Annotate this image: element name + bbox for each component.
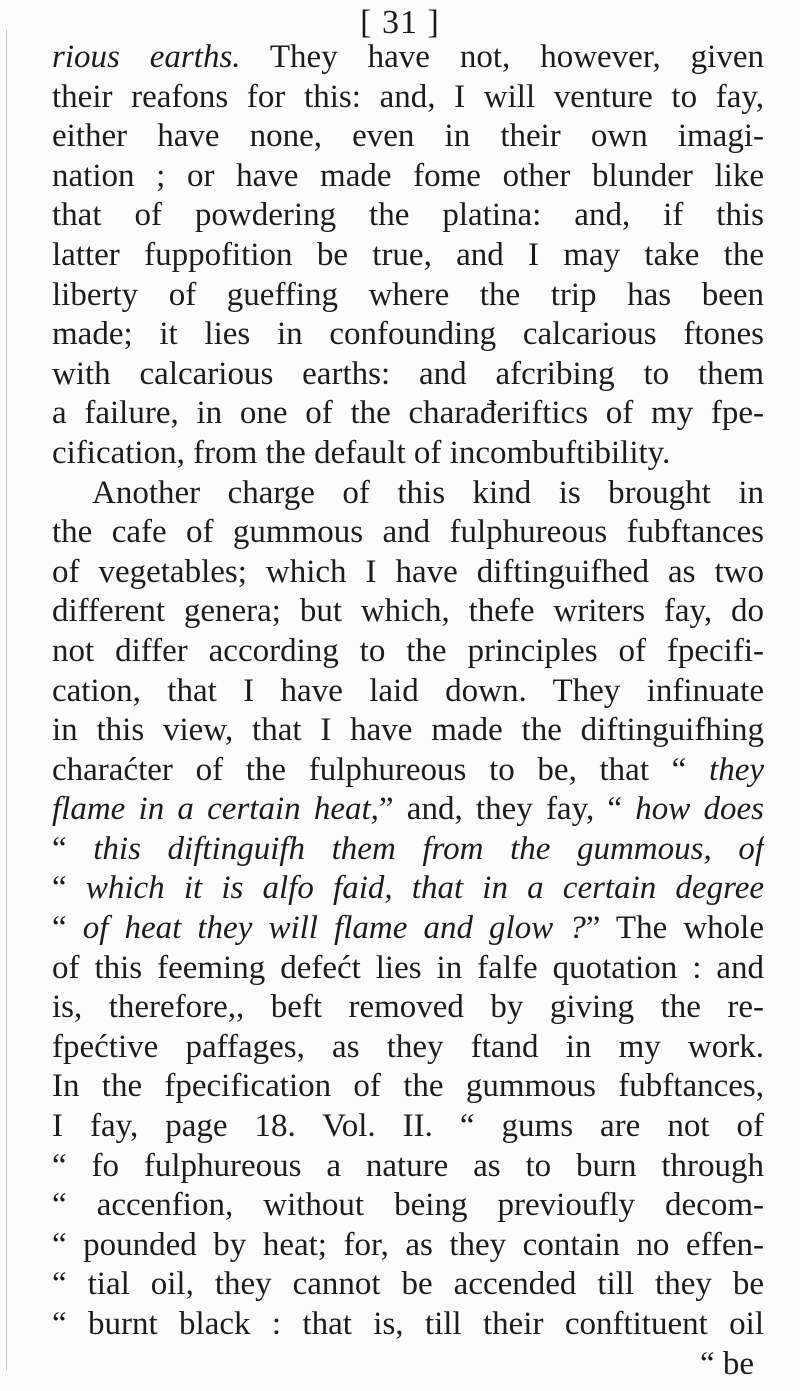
text-line xyxy=(52,355,764,395)
text-run: nation ; or have made fome other blunder like xyxy=(52,157,764,194)
text-run: flame in a certain heat, xyxy=(52,791,379,828)
text-run: this diftinguifh them from the gummous, of xyxy=(93,830,764,867)
text-line xyxy=(52,513,764,553)
text-run: “ be xyxy=(699,1345,754,1382)
text-run: “ xyxy=(52,830,94,867)
text-run: the cafe of gummous and fulphureous fubftances xyxy=(52,514,764,551)
text-line xyxy=(52,632,764,672)
text-run: with calcarious earths: and afcribing to them xyxy=(52,355,764,392)
text-run: “ pounded by heat; for, as they contain no effen- xyxy=(52,1226,764,1263)
text-line xyxy=(52,1226,764,1266)
text-line xyxy=(52,394,764,434)
text-run: that of powdering the platina: and, if this xyxy=(52,197,764,234)
gutter-line xyxy=(6,30,7,1370)
text-run: is, therefore,, beft removed by giving the re- xyxy=(52,989,764,1026)
text-line xyxy=(52,988,764,1028)
text-run: “ xyxy=(52,870,86,907)
text-run: made; it lies in confounding calcarious ftones xyxy=(52,316,764,353)
text-run: I fay, page 18. Vol. II. “ gums are not of xyxy=(52,1108,764,1145)
text-line xyxy=(52,711,764,751)
text-line xyxy=(52,553,764,593)
text-line xyxy=(52,949,764,989)
text-line xyxy=(52,1147,764,1187)
text-run: liberty of gueffing where the trip has been xyxy=(52,276,764,313)
text-run: fpećtive paffages, as they ftand in my work. xyxy=(52,1028,764,1065)
text-line xyxy=(52,1067,764,1107)
text-run: latter fuppofition be true, and I may take the xyxy=(52,236,764,273)
text-run: a failure, in one of the charađeriftics of my fpe- xyxy=(52,395,764,432)
text-run: “ burnt black : that is, till their conftituent oil xyxy=(52,1306,764,1342)
text-run: ” The whole xyxy=(585,910,764,947)
text-line xyxy=(52,1265,764,1305)
text-run: which it is alfo faid, that in a certain degree xyxy=(85,870,764,907)
text-line xyxy=(52,276,764,316)
text-run: not differ according to the principles of fpecifi- xyxy=(52,632,764,669)
text-line xyxy=(52,474,764,514)
text-run: in this view, that I have made the diftinguifhing xyxy=(52,712,764,749)
page-number: [ 31 ] xyxy=(360,4,440,41)
text-line xyxy=(52,236,764,276)
text-line xyxy=(52,592,764,632)
text-line xyxy=(52,1107,764,1147)
text-line xyxy=(52,1186,764,1226)
text-line xyxy=(52,196,764,236)
text-run: rious earths. xyxy=(52,39,241,75)
text-run: “ accenfion, without being previoufly decom- xyxy=(52,1187,764,1224)
text-run: cation, that I have laid down. They infinuate xyxy=(52,672,764,709)
text-line xyxy=(52,315,764,355)
text-line xyxy=(52,117,764,157)
text-run: of this feeming defećt lies in falfe quotation : and xyxy=(52,949,764,986)
text-run: “ tial oil, they cannot be accended till they be xyxy=(52,1266,764,1303)
text-line xyxy=(52,1028,764,1068)
text-line xyxy=(52,38,764,78)
text-line xyxy=(52,1305,764,1345)
text-line xyxy=(52,157,764,197)
text-line xyxy=(52,830,764,870)
text-line xyxy=(52,790,764,830)
text-line xyxy=(52,78,764,118)
text-line xyxy=(52,751,764,791)
text-run: They have not, however, given xyxy=(240,39,764,75)
text-run: their reafons for this: and, I will venture to fay, xyxy=(52,78,764,115)
text-line xyxy=(52,434,764,474)
text-run: different genera; but which, thefe writers fay, do xyxy=(52,593,764,630)
text-line xyxy=(52,909,764,949)
text-line xyxy=(52,1345,764,1385)
text-run: how does xyxy=(635,791,764,828)
text-run: of vegetables; which I have diftinguifhed as two xyxy=(52,553,764,590)
text-run: “ fo fulphureous a nature as to burn through xyxy=(52,1147,764,1184)
text-run: charaćter of the fulphureous to be, that “ xyxy=(52,751,710,788)
text-run: either have none, even in their own imagi- xyxy=(52,118,764,155)
text-run: Another charge of this kind is brought in xyxy=(92,474,764,511)
text-run: cification, from the default of incombuftibility. xyxy=(52,434,671,471)
text-run: of heat they will flame and glow ? xyxy=(82,910,586,947)
text-line xyxy=(52,672,764,712)
text-run: “ xyxy=(52,910,83,947)
text-run: In the fpecification of the gummous fubftances, xyxy=(52,1068,764,1105)
text-run: they xyxy=(709,751,764,788)
body-text xyxy=(52,38,764,1384)
text-run: ” and, they fay, “ xyxy=(378,791,636,828)
text-line xyxy=(52,869,764,909)
